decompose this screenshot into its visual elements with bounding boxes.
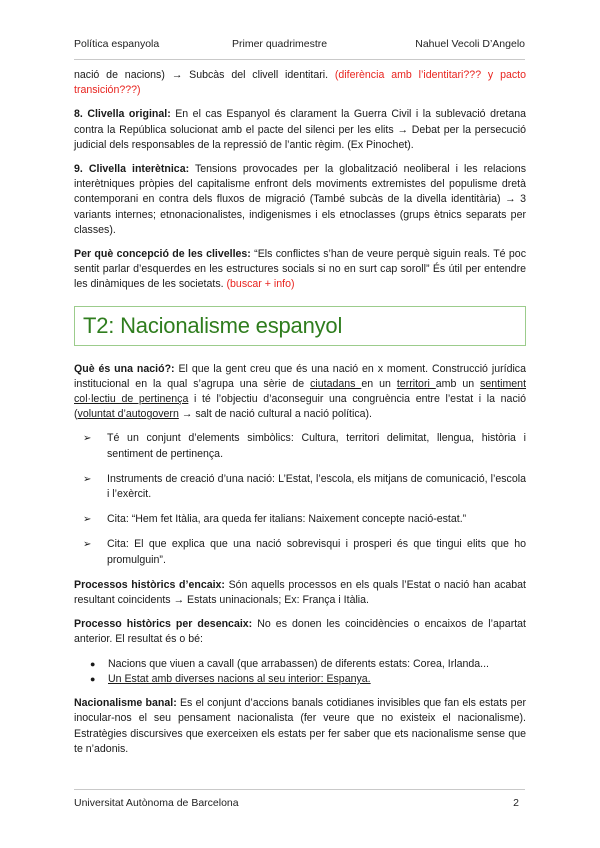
paragraph-text: El que la gent creu que és una nació en x moment. Construcció jurídica institucional en la qual s’agrupa una sèrie de <box>74 362 527 390</box>
list-item <box>74 672 526 687</box>
page-number: 2 <box>513 797 519 809</box>
paragraph-que-es-nacio <box>74 362 526 423</box>
term-label: Processos històrics d’encaix: <box>74 578 225 591</box>
dot-bullet-icon: ● <box>90 658 96 669</box>
header-term: Primer quadrimestre <box>232 38 328 50</box>
red-note: (diferència amb l’identitari??? y pacto transición???) <box>74 69 526 97</box>
paragraph-continuation <box>74 68 526 98</box>
term-label: Què és una nació?: <box>74 362 175 375</box>
header-rule <box>74 59 525 60</box>
list-item-text: Té un conjunt d’elements simbòlics: Cultura, territori delimitat, llengua, història i sentiment de pertinença. <box>107 432 526 460</box>
term-label: 9. Clivella interètnica: <box>74 163 190 176</box>
list-item <box>74 657 526 672</box>
list-item-text: Un Estat amb diverses nacions al seu interior: Espanya. <box>108 672 371 685</box>
term-label: Processo històrics per desencaix: <box>74 618 253 631</box>
paragraph-text: nació de nacions) → Subcàs del clivell identitari. <box>74 69 335 81</box>
footer-rule <box>74 789 525 790</box>
arrow-bullet-icon: ➢ <box>83 514 92 526</box>
list-item <box>74 512 526 527</box>
paragraph-clivella-interetnica <box>74 162 526 238</box>
paragraph-concepcio-clivelles <box>74 247 526 293</box>
list-item-text: Cita: El que explica que una nació sobrevisqui i prosperi és que tingui elits que ho promulguin”. <box>107 538 526 566</box>
list-item <box>74 431 526 461</box>
footer-institution: Universitat Autònoma de Barcelona <box>74 797 239 809</box>
list-item-text: Nacions que viuen a cavall (que arrabassen) de diferents estats: Corea, Irlanda... <box>108 657 489 670</box>
underlined-term: voluntat d’autogovern <box>77 408 179 421</box>
dot-bullet-list <box>74 657 526 687</box>
list-item-text: Cita: “Hem fet Itàlia, ara queda fer italians: Naixement concepte nació-estat.” <box>107 513 467 526</box>
list-item-text: Instruments de creació d’una nació: L’Estat, l’escola, els mitjans de comunicació, l’escola i l’exèrcit. <box>107 472 526 501</box>
paragraph-clivella-original <box>74 107 526 153</box>
underlined-term: territori <box>396 377 436 390</box>
term-label: 8. Clivella original: <box>74 108 171 121</box>
term-label: Nacionalisme banal: <box>74 697 177 710</box>
paragraph-text: → salt de nació cultural a nació política). <box>178 408 372 421</box>
list-item <box>74 472 526 502</box>
paragraph-nacionalisme-banal <box>74 696 526 757</box>
paragraph-text: amb un <box>435 377 481 390</box>
arrow-bullet-icon: ➢ <box>83 473 92 485</box>
section-heading-box <box>74 306 526 346</box>
paragraph-text: Es el conjunt d’accions banals cotidianes invisibles que fan els estats per inocular-nos el seu pensament nacionalista (fer veure que no existeix el nacionalisme). Estratègies discursives que exerceixen els estats per fer saber que ets nacionalisme sense que te n’adonis. <box>74 697 526 755</box>
paragraph-text: Són aquells processos en els quals l’Estat o nació han acabat resultant coincidents → Estats uninacionals; Ex: França i Itàlia. <box>74 578 526 607</box>
underlined-term: ciutadans <box>310 377 362 390</box>
page-body <box>74 68 526 766</box>
section-title: T2: Nacionalisme espanyol <box>83 312 343 338</box>
paragraph-text: i té l’objectiu d’aconseguir una congruència entre l’estat i la nació ( <box>74 393 526 421</box>
underlined-term: sentiment col·lectiu de pertinença <box>74 377 527 406</box>
arrow-bullet-icon: ➢ <box>83 433 92 445</box>
paragraph-processos-desencaix <box>74 617 526 647</box>
header-course: Política espanyola <box>74 38 160 50</box>
dot-bullet-icon: ● <box>90 673 96 684</box>
paragraph-text: Tensions provocades per la globalització neoliberal i les relacions interètniques pròpies del capitalisme enfront dels moviments extremistes del populisme dretà contemporani en contra dels fluxos de migració (També subcàs de la divella identitària) → 3 variants internes; etnonacionalistes, indigenismes i els etnoclasses (grups ètnics separats per classes). <box>74 163 526 236</box>
header-author: Nahuel Vecoli D’Angelo <box>415 38 525 50</box>
red-note: (buscar + info) <box>226 278 295 291</box>
paragraph-text: En el cas Espanyol és clarament la Guerra Civil i la sublevació dretana contra la República solucionat amb el pacte del silenci per les elits → Debat per la persecució judicial dels responsables de la repressió de l’antic règim. (Ex Pinochet). <box>74 108 526 151</box>
arrow-bullet-icon: ➢ <box>83 539 92 551</box>
paragraph-text: No es donen les coincidències o encaixos de l’apartat anterior. El resultat és o bé: <box>74 618 526 646</box>
paragraph-processos-encaix <box>74 578 526 608</box>
term-label: Per què concepció de les clivelles: <box>74 248 251 261</box>
paragraph-text: en un <box>361 377 397 390</box>
arrow-bullet-list <box>74 431 526 567</box>
list-item <box>74 537 526 567</box>
paragraph-text: “Els conflictes s’han de veure perquè siguin reals. Té poc sentit parlar d’esquerdes en les estructures socials si no en surt cap soroll” És útil per entendre les dinàmiques de les societats. <box>74 248 526 291</box>
